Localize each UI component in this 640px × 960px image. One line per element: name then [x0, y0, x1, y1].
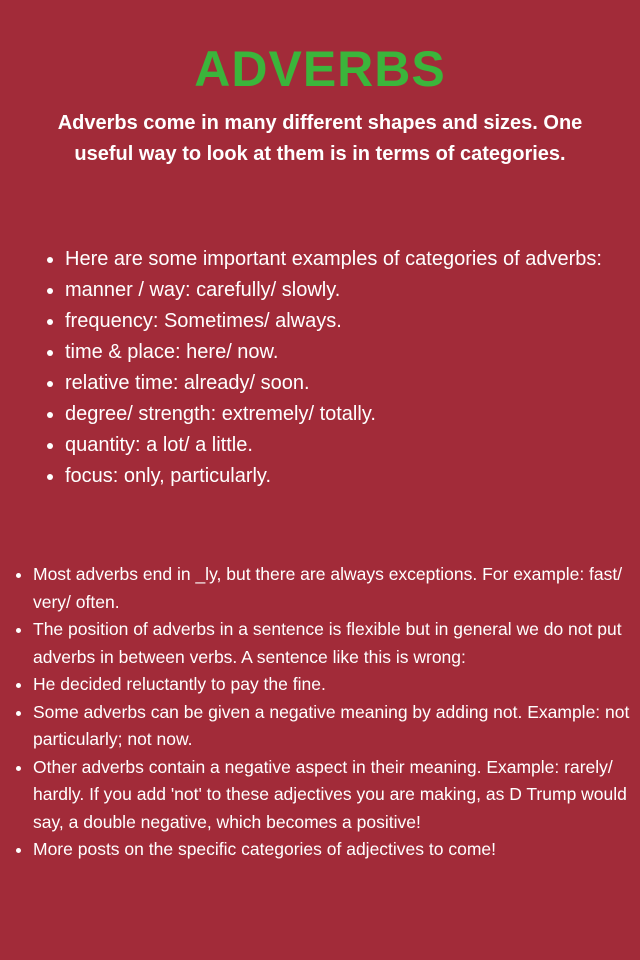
- list-item: • relative time: already/ soon.: [65, 368, 610, 399]
- categories-list: [30, 244, 610, 492]
- list-item: • Here are some important examples of categories of adverbs:: [65, 244, 610, 275]
- notes-list: [0, 561, 640, 864]
- list-item: • More posts on the specific categories of adjectives to come!: [33, 836, 632, 864]
- list-item: • time & place: here/ now.: [65, 337, 610, 368]
- list-item: • frequency: Sometimes/ always.: [65, 306, 610, 337]
- list-item: • He decided reluctantly to pay the fine.: [33, 671, 632, 699]
- list-item: • Some adverbs can be given a negative meaning by adding not. Example: not particularly; not now.: [33, 699, 632, 754]
- page-title: ADVERBS: [194, 41, 446, 97]
- list-item: • Most adverbs end in _ly, but there are always exceptions. For example: fast/ very/ often.: [33, 561, 632, 616]
- list-item: • quantity: a lot/ a little.: [65, 430, 610, 461]
- list-item: • The position of adverbs in a sentence is flexible but in general we do not put adverbs in between verbs. A sentence like this is wrong:: [33, 616, 632, 671]
- intro-text: Adverbs come in many different shapes and sizes. One useful way to look at them is in terms of categories.: [57, 112, 583, 165]
- list-item: • focus: only, particularly.: [65, 461, 610, 492]
- list-item: • manner / way: carefully/ slowly.: [65, 275, 610, 306]
- list-item: • Other adverbs contain a negative aspect in their meaning. Example: rarely/ hardly. If you add 'not' to these adjectives you are making, as D Trump would say, a double negative, which becomes a positive!: [33, 754, 632, 837]
- list-item: • degree/ strength: extremely/ totally.: [65, 399, 610, 430]
